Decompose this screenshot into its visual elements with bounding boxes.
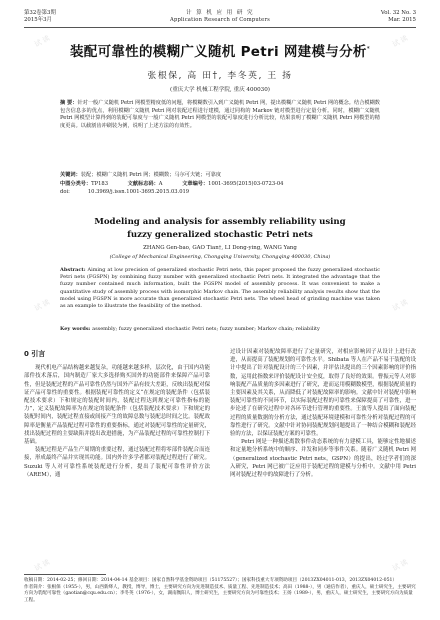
keywords-cn-label: 关键词： [60,172,81,178]
header-rule [24,27,416,28]
article-no-value: 1001-3695(2015)03-0723-04 [208,181,284,187]
affiliation-cn: (重庆大学 机械工程学院, 重庆 400030) [170,87,270,93]
keywords-cn-text: 装配；模糊广义随机 Petri 网；模糊数；马尔可夫链；可靠度 [80,172,222,178]
section-heading: 0 引言 [24,350,46,358]
doc-code-label: 文献标志码： [127,181,159,187]
watermark: 试读 [33,557,53,573]
body-column-left [24,348,210,479]
paper-title-en [0,216,440,242]
keywords-en [60,326,380,333]
footnote-received: 收稿日期：2014-02-25；修回日期：2014-04-14 基金项目：国家自然科学基金资助项目（51175527）；国家科技重大专项资助项目（2013ZX04011-013，2013ZX04012-051） [24,578,398,583]
abstract-cn-label: 摘 要： [60,100,78,106]
watermark: 试读 [391,557,411,573]
abstract-en [60,267,380,310]
authors-cn: 张根保, 高 田†, 李冬英, 王 扬 [147,71,293,81]
article-no-label: 文章编号： [182,181,209,187]
abstract-en-label: Abstract: [60,267,86,273]
article-metadata [60,181,380,196]
watermark: 试读 [391,33,411,49]
footnote-authors: 作者简介：张根保（1955-），男，山西新绛人，教授，博导，博士，主要研究方向为先进制造技术、质量工程、先进制造技术；高田（1988-），男（通信作者），重庆人，硕士研究生，主要研究方向为装配可靠性（gaotian@cqu.edu.cn）；李冬英（1976-），女，湖南衡阳人，博士研究生，主要研究方向为可靠性技术；王扬（1989-），男，重庆人，硕士研究生，主要研究方向为质量工程。 [24,584,416,603]
affiliation-en: (College of Mechanical Engineering, Chongqing University, Chongqing 400030, China) [109,254,331,260]
body-paragraph: Petri 网是一种描述离散事件动态系统的有力建模工具，能够定性地描述和定量地分析系统中的顺序、并发和同步等事件关系。随着广义随机 Petri 网（generalized stochastic Petri nets，GSPN）的提出，经过学者们的深入研究，Petri 网已被广泛应用于装配过程的建模与分析中。文献中用 Petri 网对装配过程中的故障进行了分析。 [230,439,416,479]
abstract-en-text: Aiming at low precision of generalized stochastic Petri nets, this paper proposed the fuzzy generalized stochastic Petri nets (FGSPN) by combining fuzzy number with generalized stochastic Petri nets. It integrated the advantage that the fuzzy number contained much information, built the FGSPN model of assembly process. It was convenient to make a quantitative study of assembly process with isomorphic Markov chain. The assembly reliability analysis results show that the model using FGSPN is more accurate than generalized stochastic Petri nets. The wheel head of grinding machine was taken as an example to illustrate the feasibility of the method. [60,267,380,310]
footnotes [24,578,416,604]
body-paragraph: 装配过程是产品生产周期的重要过程，通过装配过程将零部件装配合而连接，形成最终产品并实现其功能。国内外许多学者都对装配过程进行了研究。Suzuki 等人对可靠性系统装配进行分析，提出了装配可靠性评价方法（AREM），通 [24,447,210,478]
keywords-cn [60,172,380,180]
watermark: 试读 [391,297,411,313]
body-column-right [230,348,416,479]
journal-name-cn: 计 算 机 应 用 研 究 [185,10,255,16]
volume-issue-en: Vol. 32 No. 3 [380,10,416,16]
abstract-cn [60,100,380,130]
keywords-en-text: assembly; fuzzy generalized stochastic Petri nets; fuzzy number; Markov chain; reliability [92,326,320,332]
doc-code-value: A [158,181,163,187]
doi-label: doi: [60,188,70,195]
running-header-center [0,10,440,24]
date-cn: 2015年3月 [24,17,52,23]
date-en: Mar. 2015 [388,17,416,23]
abstract-cn-text: 针对一般广义随机 Petri 网模型精度低的问题，将模糊数引入到广义随机 Petri 网，提出模糊广义随机 Petri 网的概念。结合模糊数包含信息多的优点，利用模糊广义随机 Petri 网对装配过程进行建模，通过同构的 Markov 链对模型进行定量分析。同时，模糊广义随机 Petri 网模型计算得到的装配可靠度与一般广义随机 Petri 网模型的装配可靠度进行分析比较，结果表明了模糊广义随机 Petri 网模型的精度更高。以截割齿冲刷装为例，说明了上述方法的有效性。 [60,100,380,129]
running-header-right [381,10,416,24]
authors-en: ZHANG Gen-bao, GAO Tian†, LI Dong-ying, WANG Yang [143,245,297,251]
body-paragraph: 过设计因素对装配故障率进行了定量研究，对相应影响因子从设计上进行改进，从而提高了装配规划的可靠性水平。Shibata 等人在产品不易于装配的设计中提出了针对装配设计的三个因素，并评估出提出的三个因素影响的评价指数，运用此指数来评价装配设计安全度，取得了良好的效果。曹振元等人对影响装配产品质量的多因素进行了研究，进而运用模糊数模型，根据装配质量的主要因素及其关系，从而降低了对装配故障率的影响。文献中针对装配中影响装配可靠性的不同环节，以实际装配过程的可靠性来保障提高了可靠性，进一步论述了在研究过程中对各环节进行管理的重要性。王波等人提出了面向装配过程的质量数据的分析方法，通过装配环境建模和可靠性分析对装配过程的可靠性进行了研究。文献中针对协同装配规划问题提出了一种结合模糊和装配经验的方法，以保证装配方案的可靠性。 [230,349,416,438]
watermark: 试读 [33,297,53,313]
clc-value: TP183 [91,181,108,187]
funding-mark: * [366,45,370,53]
body-paragraph: 现代机电产品结构越来越复杂，功能越来越多样，层次化，由于国内功能部件技术落后，国内制造厂家大多选择购买国外的功能部件来保障产品可靠性，但是装配过程的产品可靠性仍然与国外产品有较大差距，反映出装配对保证产品可靠性的重要性。根据装配可靠性的定义“在规定的装配条件（包括装配技术要求）下和规定的装配时间内，装配过程达到规定可靠性指标的能力”，定义装配故障率为在规定的装配条件（包括装配技术要求）下和规定的装配时间内，装配过程直接或间接产生的故障总数与装配总时间之比。装配故障率是衡量产品装配过程可靠性的重要指标，通过对装配可靠性的定量研究，找出装配过程的主要缺陷并提出改进措施，为产品装配过程的可靠性控制打下基础。 [24,365,210,446]
footnote-rule [24,574,106,575]
clc-label: 中图分类号： [60,181,92,187]
paper-title-cn-text: 装配可靠性的模糊广义随机 Petri 网建模与分析 [69,44,367,60]
paper-title-en-line: Modeling and analysis for assembly reliability using [94,217,346,227]
keywords-en-label: Key words: [60,326,91,332]
volume-issue-cn: 第32卷第3期 [24,10,56,16]
watermark: 试读 [33,33,53,49]
paper-title-en-line: fuzzy generalized stochastic Petri nets [127,230,313,240]
doi-value[interactable]: 10.3969/j.issn.1001-3695.2015.03.019 [87,188,190,195]
journal-name-en: Application Research of Computers [170,17,270,23]
paper-title-cn [0,40,440,60]
